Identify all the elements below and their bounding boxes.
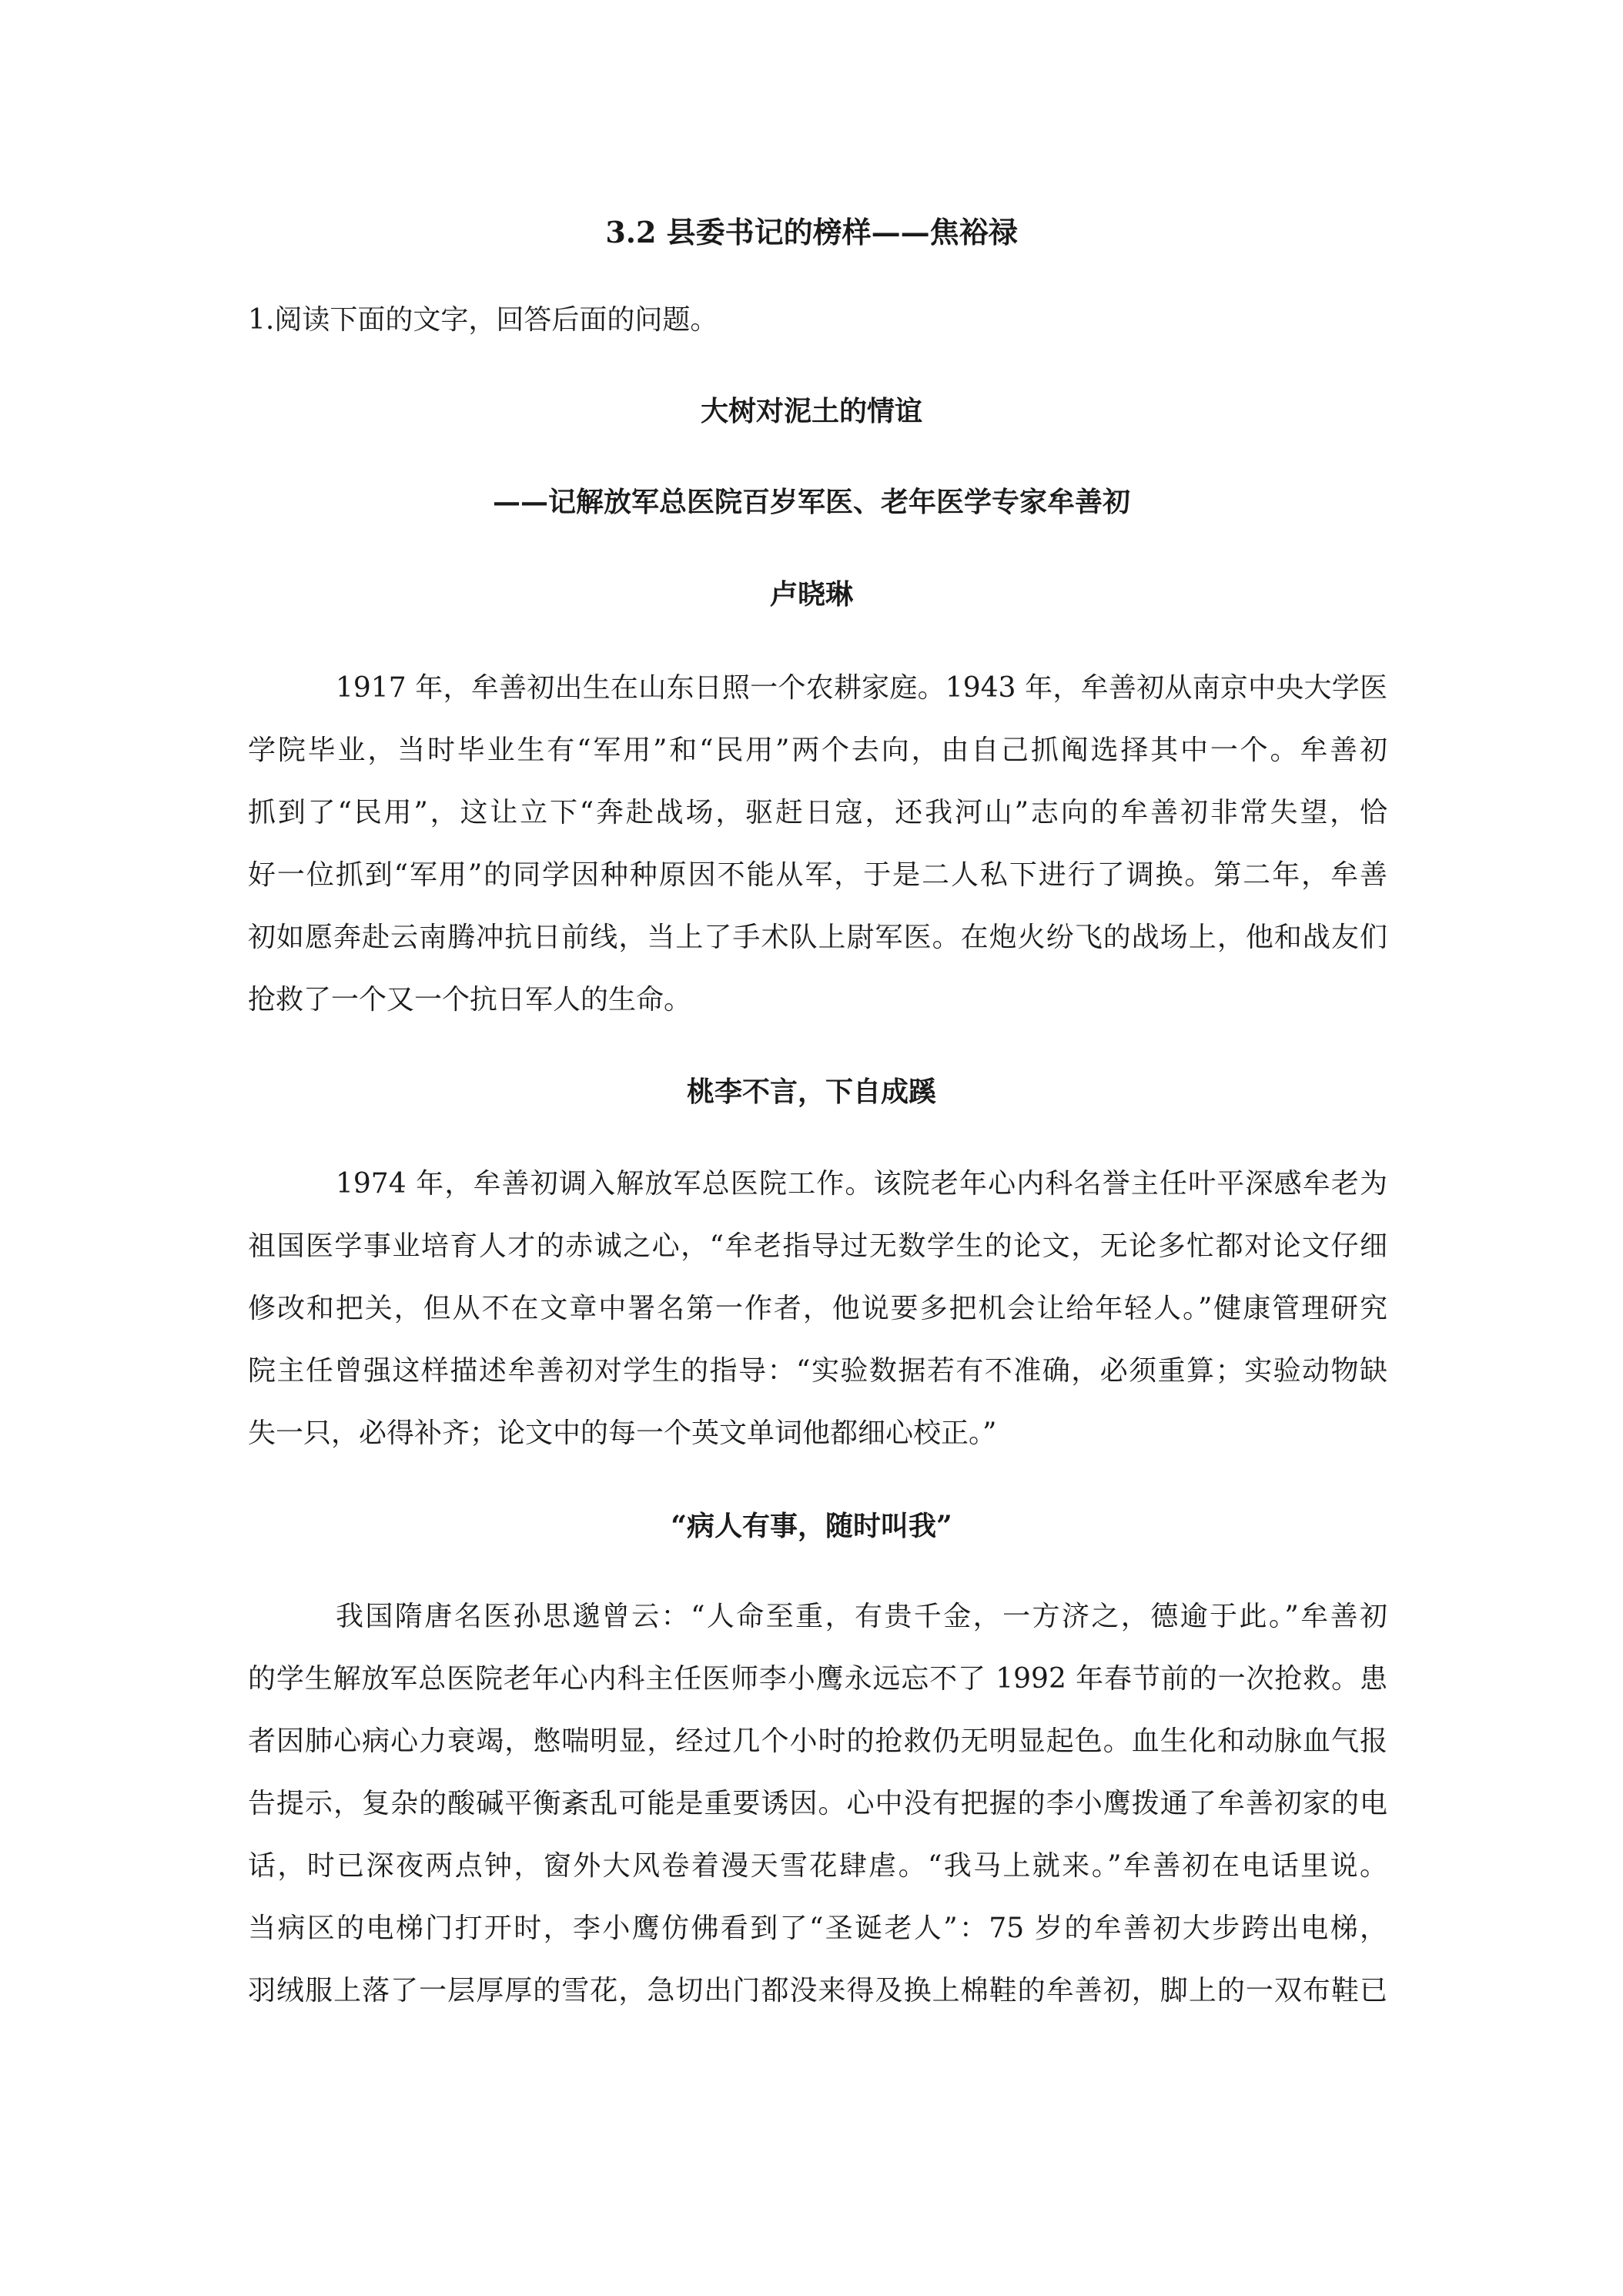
- paragraph-line: 好一位抓到“军用”的同学因种种原因不能从军，于是二人私下进行了调换。第二年，牟善: [248, 859, 1387, 891]
- paragraph-line: 失一只，必得补齐；论文中的每一个英文单词他都细心校正。”: [248, 1417, 997, 1449]
- section-heading: “病人有事，随时叫我”: [671, 1510, 952, 1542]
- paragraph-line: 院主任曾强这样描述牟善初对学生的指导：“实验数据若有不准确，必须重算；实验动物缺: [248, 1355, 1387, 1387]
- paragraph-line: 初如愿奔赴云南腾冲抗日前线，当上了手术队上尉军医。在炮火纷飞的战场上，他和战友们: [248, 922, 1387, 953]
- paragraph-line: 的学生解放军总医院老年心内科主任医师李小鹰永远忘不了 1992 年春节前的一次抢救。患: [248, 1663, 1387, 1695]
- article-title: 大树对泥土的情谊: [700, 395, 922, 427]
- question-prompt: 1.阅读下面的文字，回答后面的问题。: [248, 304, 718, 336]
- paragraph-line: 者因肺心病心力衰竭，憋喘明显，经过几个小时的抢救仍无明显起色。血生化和动脉血气报: [248, 1725, 1387, 1757]
- paragraph-line: 学院毕业，当时毕业生有“军用”和“民用”两个去向，由自己抓阄选择其中一个。牟善初: [248, 735, 1387, 766]
- paragraph-line: 话，时已深夜两点钟，窗外大风卷着漫天雪花肆虐。“我马上就来。”牟善初在电话里说。: [248, 1850, 1387, 1882]
- paragraph-line: 告提示，复杂的酸碱平衡紊乱可能是重要诱因。心中没有把握的李小鹰拨通了牟善初家的电: [248, 1788, 1387, 1819]
- paragraph-line: 当病区的电梯门打开时，李小鹰仿佛看到了“圣诞老人”：75 岁的牟善初大步跨出电梯，: [248, 1913, 1387, 1944]
- author-name: 卢晓琳: [769, 578, 853, 611]
- paragraph-line: 1917 年，牟善初出生在山东日照一个农耕家庭。1943 年，牟善初从南京中央大学医: [336, 672, 1387, 704]
- paragraph-line: 修改和把关，但从不在文章中署名第一作者，他说要多把机会让给年轻人。”健康管理研究: [248, 1293, 1387, 1324]
- paragraph-line: 羽绒服上落了一层厚厚的雪花，急切出门都没来得及换上棉鞋的牟善初，脚上的一双布鞋已: [248, 1975, 1387, 2006]
- paragraph-line: 抓到了“民用”，这让立下“奔赴战场，驱赶日寇，还我河山”志向的牟善初非常失望，恰: [248, 797, 1387, 828]
- paragraph-line: 祖国医学事业培育人才的赤诚之心，“牟老指导过无数学生的论文，无论多忙都对论文仔细: [248, 1230, 1387, 1262]
- paragraph-line: 抢救了一个又一个抗日军人的生命。: [248, 984, 692, 1016]
- section-title: 3.2 县委书记的榜样——焦裕禄: [605, 215, 1018, 249]
- section-heading: 桃李不言，下自成蹊: [686, 1076, 936, 1108]
- paragraph-line: 我国隋唐名医孙思邈曾云：“人命至重，有贵千金，一方济之，德逾于此。”牟善初: [336, 1601, 1387, 1632]
- paragraph-line: 1974 年，牟善初调入解放军总医院工作。该院老年心内科名誉主任叶平深感牟老为: [336, 1168, 1387, 1200]
- article-subtitle: ——记解放军总医院百岁军医、老年医学专家牟善初: [492, 486, 1130, 518]
